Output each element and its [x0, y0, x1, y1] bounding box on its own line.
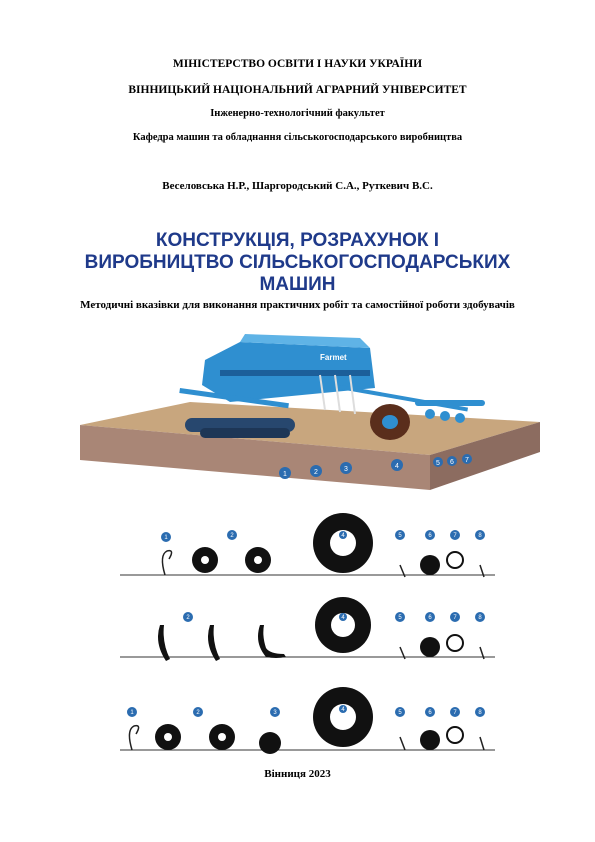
brand-label: Farmet: [320, 353, 347, 362]
title-line-3: МАШИН: [259, 274, 336, 295]
diagram-row-1: [120, 513, 495, 577]
document-title: [40, 230, 555, 296]
callout-4: 4: [395, 463, 399, 470]
svg-text:2: 2: [186, 615, 190, 621]
ministry-line: МІНІСТЕРСТВО ОСВІТИ І НАУКИ УКРАЇНИ: [172, 58, 423, 70]
city-year: Вінниця 2023: [264, 768, 331, 780]
svg-text:8: 8: [478, 615, 482, 621]
star-wheel-c: [155, 724, 181, 750]
svg-text:4: 4: [341, 533, 345, 539]
press-wheel-1: [420, 555, 440, 575]
star-wheel-a: [192, 547, 218, 573]
callout-7: 7: [465, 457, 469, 464]
svg-text:2: 2: [196, 710, 200, 716]
gauge-wheel-3: [447, 727, 463, 743]
svg-text:1: 1: [164, 535, 168, 541]
document-subtitle: Методичні вказівки для виконання практичних робіт та самостійної роботи здобувачів: [80, 299, 515, 311]
svg-text:4: 4: [341, 707, 345, 713]
svg-text:8: 8: [478, 533, 482, 539]
toothed-roller: [259, 732, 281, 754]
callout-2: 2: [314, 469, 318, 476]
svg-text:2: 2: [230, 533, 234, 539]
working-bodies-diagram: [110, 505, 500, 760]
tyre-2: [315, 597, 371, 653]
svg-text:3: 3: [273, 710, 277, 716]
tyre-3: [313, 687, 373, 747]
department-line: Кафедра машин та обладнання сільськогосподарського виробництва: [132, 132, 463, 143]
row-3-markers: [127, 705, 485, 717]
diagram-row-2: [120, 597, 495, 661]
callout-6: 6: [450, 459, 454, 466]
faculty-line: Інженерно-технологічний факультет: [210, 108, 385, 119]
svg-text:7: 7: [453, 710, 457, 716]
seed-drill-illustration: [70, 330, 540, 490]
svg-text:6: 6: [428, 615, 432, 621]
authors-line: Веселовська Н.Р., Шаргородський С.А., Руткевич В.С.: [162, 180, 433, 192]
callout-1: 1: [283, 471, 287, 478]
callout-3: 3: [344, 466, 348, 473]
press-wheel-3: [420, 730, 440, 750]
svg-text:1: 1: [130, 710, 134, 716]
svg-text:7: 7: [453, 615, 457, 621]
svg-text:6: 6: [428, 710, 432, 716]
diagram-row-3: [120, 687, 495, 754]
svg-text:4: 4: [341, 615, 345, 621]
title-line-2: ВИРОБНИЦТВО СІЛЬСЬКОГОСПОДАРСЬКИХ: [84, 252, 511, 273]
svg-text:6: 6: [428, 533, 432, 539]
gauge-wheel-1: [447, 552, 463, 568]
svg-text:7: 7: [453, 533, 457, 539]
gauge-wheel-2: [447, 635, 463, 651]
callout-5: 5: [436, 460, 440, 467]
title-line-1: КОНСТРУКЦІЯ, РОЗРАХУНОК І: [155, 230, 440, 251]
svg-text:5: 5: [398, 615, 402, 621]
svg-text:8: 8: [478, 710, 482, 716]
packer-rollers: [185, 418, 295, 438]
svg-text:5: 5: [398, 710, 402, 716]
star-wheel-b: [245, 547, 271, 573]
press-wheel-2: [420, 637, 440, 657]
svg-text:5: 5: [398, 533, 402, 539]
tyre-1: [313, 513, 373, 573]
university-line: ВІННИЦЬКИЙ НАЦІОНАЛЬНИЙ АГРАРНИЙ УНІВЕРСИТЕТ: [128, 84, 467, 96]
star-wheel-d: [209, 724, 235, 750]
